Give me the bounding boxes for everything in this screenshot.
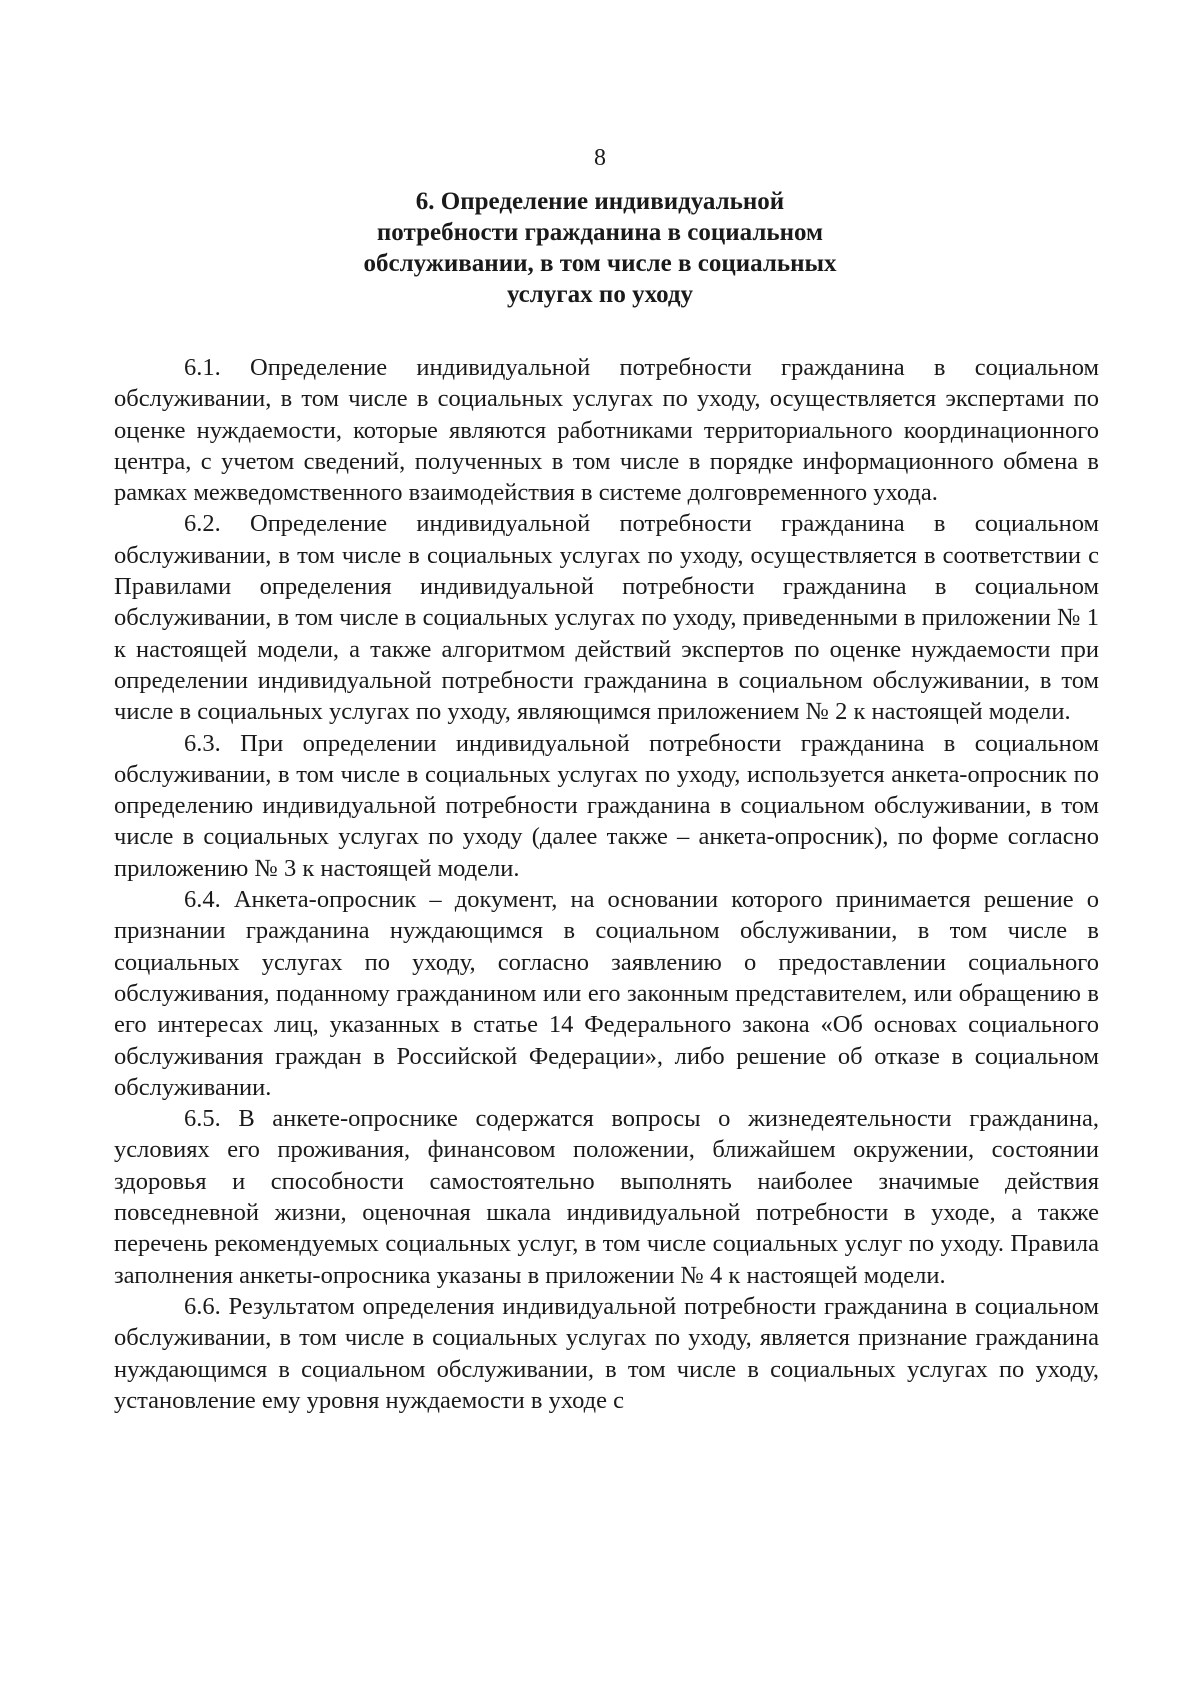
paragraph-6-3: 6.3. При определении индивидуальной потребности гражданина в социальном обслуживании, в том числе в социальных услугах по уходу, используется анкета-опросник по определению индивидуальной потребности гражданина в социальном обслуживании, в том числе в социальных услугах по уходу (далее также – анкета-опросник), по форме согласно приложению № 3 к настоящей модели.	[114, 729, 1099, 882]
page-number: 8	[594, 145, 606, 171]
section-title-line: услугах по уходу	[506, 281, 694, 308]
paragraph-6-2: 6.2. Определение индивидуальной потребности гражданина в социальном обслуживании, в том числе в социальных услугах по уходу, осуществляется в соответствии с Правилами определения индивидуальной потребности гражданина в социальном обслуживании, в том числе в социальных услугах по уходу, приведенными в приложении № 1 к настоящей модели, а также алгоритмом действий экспертов по оценке нуждаемости при определении индивидуальной потребности гражданина в социальном обслуживании, в том числе в социальных услугах по уходу, являющимся приложением № 2 к настоящей модели.	[114, 510, 1099, 726]
section-title-line: обслуживании, в том числе в социальных	[363, 250, 837, 277]
paragraph-6-6: 6.6. Результатом определения индивидуальной потребности гражданина в социальном обслуживании, в том числе в социальных услугах по уходу, является признание гражданина нуждающимся в социальном обслуживании, в том числе в социальных услугах по уходу, установление ему уровня нуждаемости в уходе с	[114, 1292, 1099, 1414]
section-body	[114, 352, 1099, 1416]
paragraph-6-5: 6.5. В анкете-опроснике содержатся вопросы о жизнедеятельности гражданина, условиях его проживания, финансовом положении, ближайшем окружении, состоянии здоровья и способности самостоятельно выполнять наиболее значимые действия повседневной жизни, оценочная шкала индивидуальной потребности в уходе, а также перечень рекомендуемых социальных услуг, в том числе социальных услуг по уходу. Правила заполнения анкеты-опросника указаны в приложении № 4 к настоящей модели.	[114, 1105, 1099, 1289]
paragraph-6-1: 6.1. Определение индивидуальной потребности гражданина в социальном обслуживании, в том числе в социальных услугах по уходу, осуществляется экспертами по оценке нуждаемости, которые являются работниками территориального координационного центра, с учетом сведений, полученных в том числе в порядке информационного обмена в рамках межведомственного взаимодействия в системе долговременного ухода.	[114, 354, 1099, 507]
section-title-line: потребности гражданина в социальном	[376, 219, 824, 246]
section-title-line: 6. Определение индивидуальной	[415, 188, 785, 215]
paragraph-6-4: 6.4. Анкета-опросник – документ, на основании которого принимается решение о признании гражданина нуждающимся в социальном обслуживании, в том числе в социальных услугах по уходу, согласно заявлению о предоставлении социального обслуживания, поданному гражданином или его законным представителем, или обращению в его интересах лиц, указанных в статье 14 Федерального закона «Об основах социального обслуживания граждан в Российской Федерации», либо решение об отказе в социальном обслуживании.	[114, 886, 1099, 1101]
section-title	[300, 186, 900, 310]
